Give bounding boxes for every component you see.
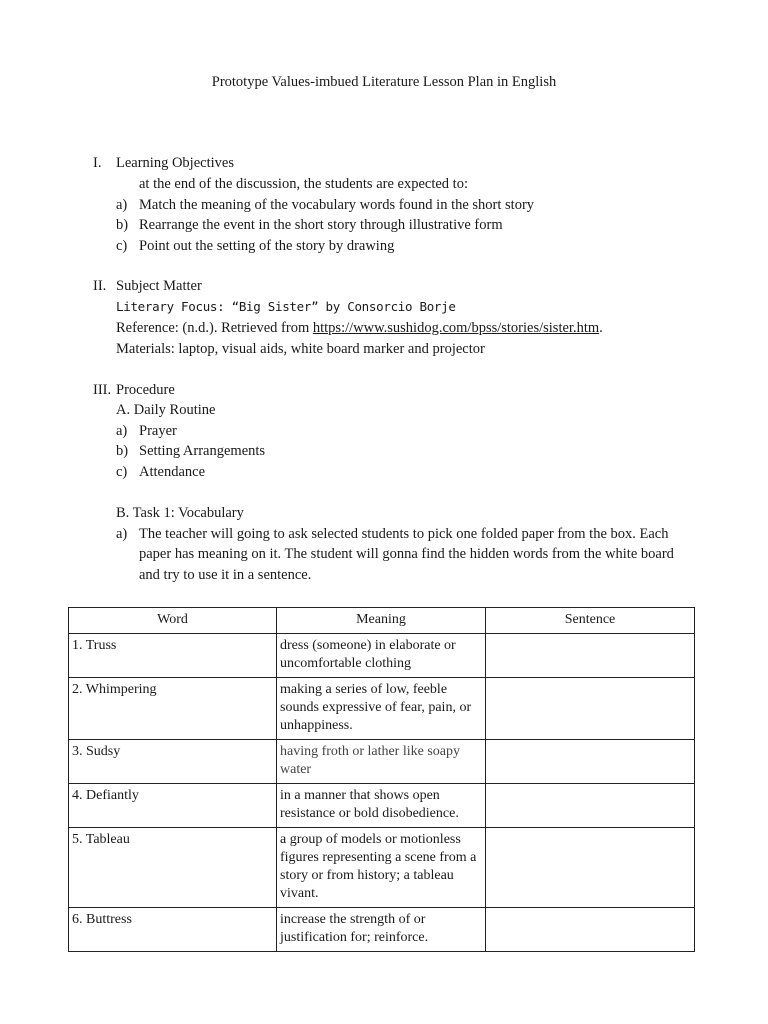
materials-line: Materials: laptop, visual aids, white board marker and projector [116,341,485,357]
list-marker: b) [116,217,129,233]
meaning-cell: making a series of low, feeble sounds expressive of fear, pain, or unhappiness. [277,678,486,740]
table-row [69,634,695,678]
word-cell: 3. Sudsy [69,740,277,784]
list-item: Attendance [139,464,206,480]
sentence-cell[interactable] [486,634,695,678]
reference-link[interactable]: https://www.sushidog.com/bpss/stories/sister.htm [312,320,600,336]
table-header-row [69,608,695,634]
column-header-sentence: Sentence [486,608,695,634]
list-marker: b) [116,443,129,459]
task1-heading: B. Task 1: Vocabulary [116,505,244,521]
list-marker: a) [116,423,128,439]
section-heading-subject: Subject Matter [116,278,202,294]
objectives-intro: at the end of the discussion, the students are expected to: [139,176,468,192]
reference-prefix: Reference: (n.d.). Retrieved from [116,320,313,336]
list-item: Setting Arrangements [139,443,266,459]
meaning-cell: a group of models or motionless figures representing a scene from a story or from history; a tableau vivant. [277,828,486,908]
sentence-cell[interactable] [486,740,695,784]
sentence-cell[interactable] [486,784,695,828]
list-item: Prayer [139,423,177,439]
section-numeral: II. [93,278,107,294]
list-marker: a) [116,197,128,213]
table-row [69,740,695,784]
table-row [69,828,695,908]
list-marker: a) [116,526,128,542]
task1-text-line: paper has meaning on it. The student will gonna find the hidden words from the white board [139,546,674,562]
list-marker: c) [116,464,128,480]
page-title: Prototype Values-imbued Literature Lesson Plan in English [211,74,557,90]
word-cell: 5. Tableau [69,828,277,908]
literary-focus: Literary Focus: “Big Sister” by Consorcio Borje [116,299,456,314]
meaning-cell: having froth or lather like soapy water [277,740,486,784]
task1-text-line: and try to use it in a sentence. [139,567,312,583]
section-numeral: III. [93,382,112,398]
section-numeral: I. [93,155,102,171]
reference-line [116,318,603,338]
list-item: Match the meaning of the vocabulary words found in the short story [139,197,535,213]
list-item: Rearrange the event in the short story through illustrative form [139,217,503,233]
daily-routine-heading: A. Daily Routine [116,402,216,418]
vocabulary-table [68,607,695,952]
sentence-cell[interactable] [486,908,695,952]
word-cell: 2. Whimpering [69,678,277,740]
table-row [69,678,695,740]
word-cell: 4. Defiantly [69,784,277,828]
meaning-cell: increase the strength of or justification for; reinforce. [277,908,486,952]
column-header-word: Word [69,608,277,634]
sentence-cell[interactable] [486,828,695,908]
task1-text-line: The teacher will going to ask selected students to pick one folded paper from the box. Each [139,526,669,542]
meaning-cell: dress (someone) in elaborate or uncomfortable clothing [277,634,486,678]
word-cell: 6. Buttress [69,908,277,952]
word-cell: 1. Truss [69,634,277,678]
sentence-cell[interactable] [486,678,695,740]
section-heading-objectives: Learning Objectives [116,155,234,171]
table-row [69,784,695,828]
meaning-cell: in a manner that shows open resistance or bold disobedience. [277,784,486,828]
list-marker: c) [116,238,128,254]
column-header-meaning: Meaning [277,608,486,634]
reference-suffix: . [599,320,603,336]
table-row [69,908,695,952]
section-heading-procedure: Procedure [116,382,175,398]
list-item: Point out the setting of the story by drawing [139,238,395,254]
